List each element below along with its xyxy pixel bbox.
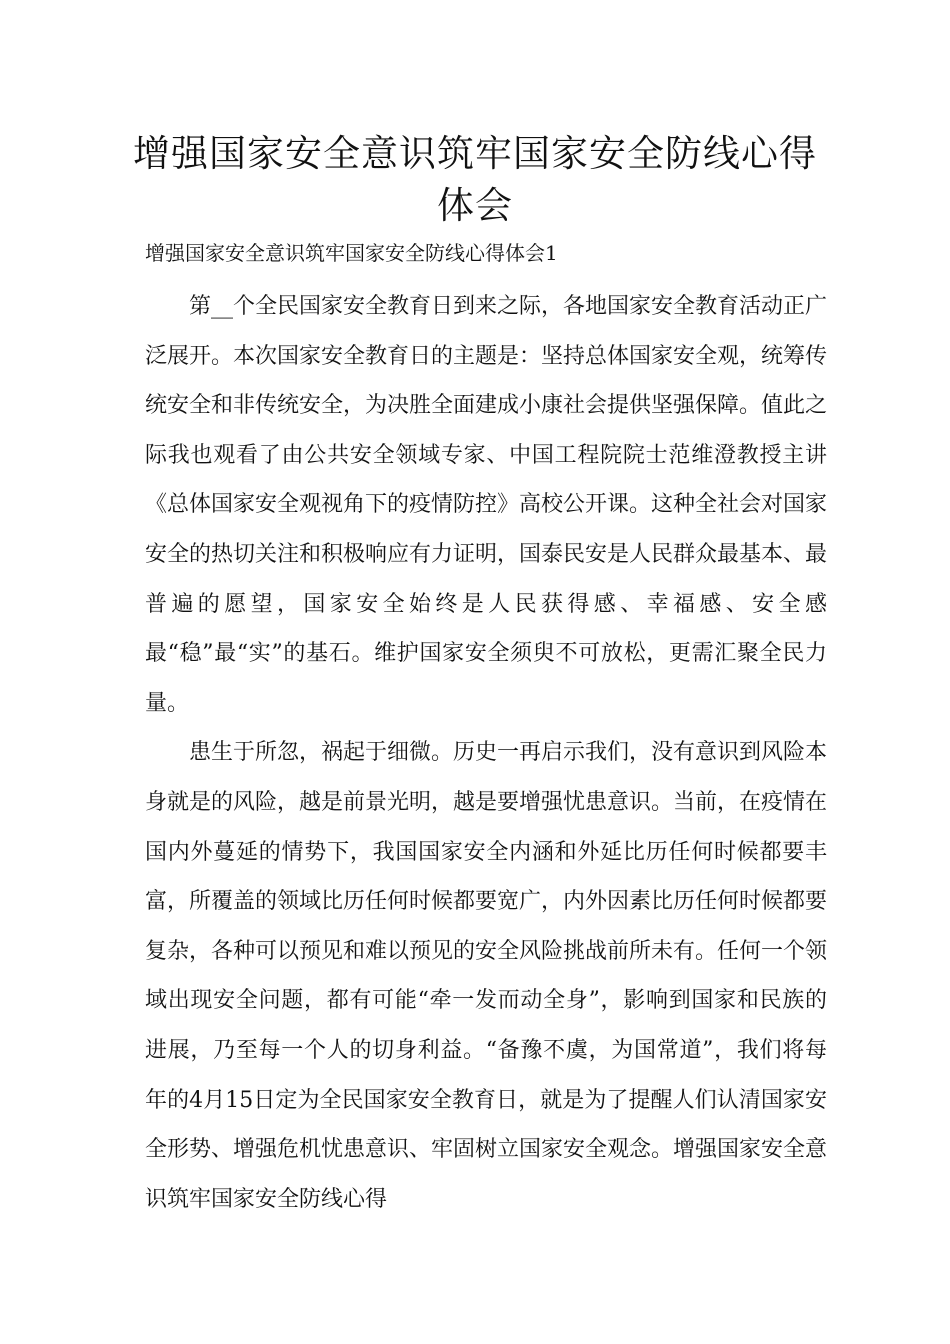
document-subtitle: 增强国家安全意识筑牢国家安全防线心得体会1	[145, 241, 558, 265]
document-title: 增强国家安全意识筑牢国家安全防线心得体会	[133, 132, 817, 227]
document-body	[145, 282, 827, 1224]
paragraph-1: 第__个全民国家安全教育日到来之际，各地国家安全教育活动正广泛展开。本次国家安全教育日的主题是：坚持总体国家安全观，统筹传统安全和非传统安全，为决胜全面建成小康社会提供坚强保障。值此之际我也观看了由公共安全领域专家、中国工程院院士范维澄教授主讲《总体国家安全观视角下的疫情防控》高校公开课。这种全社会对国家安全的热切关注和积极响应有力证明，国泰民安是人民群众最基本、最普遍的愿望，国家安全始终是人民获得感、幸福感、安全感最“稳”最“实”的基石。维护国家安全须臾不可放松，更需汇聚全民力量。	[145, 294, 828, 716]
paragraph-2: 患生于所忽，祸起于细微。历史一再启示我们，没有意识到风险本身就是的风险，越是前景光明，越是要增强忧患意识。当前，在疫情在国内外蔓延的情势下，我国国家安全内涵和外延比历任何时候都要丰富，所覆盖的领域比历任何时候都要宽广，内外因素比历任何时候都要复杂，各种可以预见和难以预见的安全风险挑战前所未有。任何一个领域出现安全问题，都有可能“牵一发而动全身”，影响到国家和民族的进展，乃至每一个人的切身利益。“备豫不虞，为国常道”，我们将每年的4月15日定为全民国家安全教育日，就是为了提醒人们认清国家安全形势、增强危机忧患意识、牢固树立国家安全观念。增强国家安全意识筑牢国家安全防线心得	[145, 740, 828, 1212]
